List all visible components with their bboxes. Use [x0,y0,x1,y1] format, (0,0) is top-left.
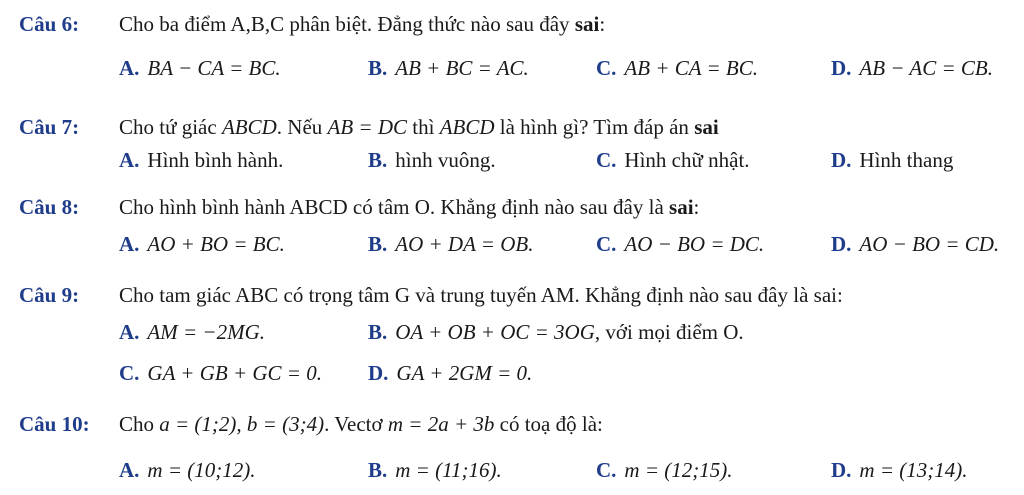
question-10-stem: Cho a = (1;2), b = (3;4). Vectơ m = 2a + 3b có toạ độ là: [119,412,603,436]
question-7-option-d[interactable]: D. Hình thang [831,148,954,172]
option-math: GA + GB + GC = 0. [147,361,322,385]
option-math: BA − CA = BC. [147,56,281,80]
question-6-stem: Cho ba điểm A,B,C phân biệt. Đẳng thức nào sau đây sai: [119,12,606,36]
option-math: AO + BO = BC. [147,232,285,256]
option-math: AB + CA = BC. [624,56,758,80]
question-6-number: Câu 6: [19,12,80,36]
question-9-option-a[interactable]: A. AM = −2MG. [119,320,265,344]
question-8-option-d[interactable]: D. AO − BO = CD. [831,232,1000,256]
option-math: AO − BO = CD. [859,232,1000,256]
question-6-option-d[interactable]: D. AB − AC = CB. [831,56,993,80]
question-8-option-c[interactable]: C. AO − BO = DC. [596,232,765,256]
question-7-option-b[interactable]: B. hình vuông. [368,148,496,172]
question-10-option-a[interactable]: A. m = (10;12). [119,458,256,482]
option-math: AM = −2MG. [147,320,265,344]
option-math: m = (12;15). [624,458,733,482]
question-10-number: Câu 10: [19,412,90,436]
question-7-number: Câu 7: [19,115,80,139]
question-6-option-b[interactable]: B. AB + BC = AC. [368,56,529,80]
question-8-option-a[interactable]: A. AO + BO = BC. [119,232,285,256]
option-math: AB − AC = CB. [859,56,993,80]
question-8-stem: Cho hình bình hành ABCD có tâm O. Khẳng định nào sau đây là sai: [119,195,700,219]
option-math: m = (13;14). [859,458,968,482]
question-10-option-b[interactable]: B. m = (11;16). [368,458,502,482]
question-9-option-d[interactable]: D. GA + 2GM = 0. [368,361,533,385]
question-6-option-a[interactable]: A. BA − CA = BC. [119,56,281,80]
option-math: m = (10;12). [147,458,256,482]
option-math: GA + 2GM = 0. [396,361,533,385]
question-9-stem: Cho tam giác ABC có trọng tâm G và trung tuyến AM. Khẳng định nào sau đây là sai: [119,283,843,307]
option-math: AO − BO = DC. [624,232,765,256]
question-8-number: Câu 8: [19,195,80,219]
question-10-option-c[interactable]: C. m = (12;15). [596,458,733,482]
option-math: AB + BC = AC. [395,56,529,80]
question-8-option-b[interactable]: B. AO + DA = OB. [368,232,534,256]
option-math: m = (11;16). [395,458,502,482]
question-9-number: Câu 9: [19,283,80,307]
question-7-option-a[interactable]: A. Hình bình hành. [119,148,284,172]
option-math: AO + DA = OB. [395,232,534,256]
question-10-option-d[interactable]: D. m = (13;14). [831,458,968,482]
question-9-option-c[interactable]: C. GA + GB + GC = 0. [119,361,322,385]
question-6-option-c[interactable]: C. AB + CA = BC. [596,56,758,80]
question-7-option-c[interactable]: C. Hình chữ nhật. [596,148,750,172]
question-9-option-b[interactable]: B. OA + OB + OC = 3OG, với mọi điểm O. [368,320,744,344]
question-7-stem: Cho tứ giác ABCD. Nếu AB = DC thì ABCD là hình gì? Tìm đáp án sai [119,115,719,139]
option-math: OA + OB + OC = 3OG [395,320,595,344]
